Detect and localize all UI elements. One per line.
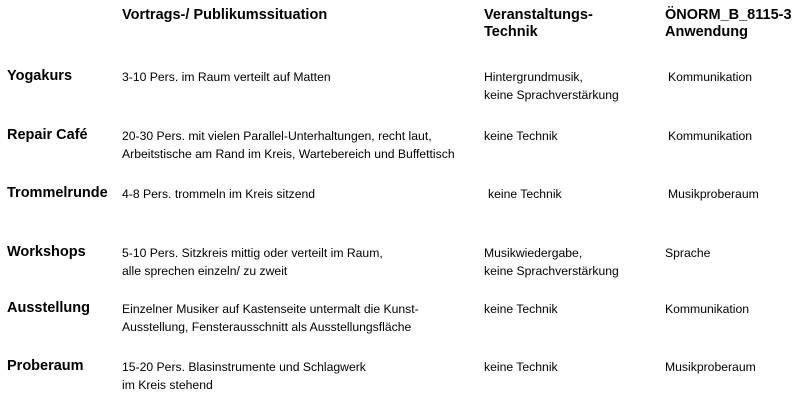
row-norm-proberaum: Musikproberaum xyxy=(665,360,756,374)
technik-line: keine Technik xyxy=(484,302,558,316)
technik-line: keine Technik xyxy=(484,129,558,143)
technik-line: keine Technik xyxy=(484,360,558,374)
header-norm xyxy=(665,7,792,41)
row-situation-proberaum xyxy=(122,358,366,394)
row-technik-proberaum xyxy=(484,358,558,376)
row-situation-ausstellung xyxy=(122,300,419,336)
situation-line: Arbeitstische am Rand im Kreis, Wartebereich und Buffettisch xyxy=(122,147,455,161)
row-label-proberaum: Proberaum xyxy=(7,358,84,374)
situation-line: Einzelner Musiker auf Kastenseite untermalt die Kunst- xyxy=(122,302,419,316)
technik-line: Hintergrundmusik, xyxy=(484,70,583,84)
row-norm-yogakurs: Kommunikation xyxy=(668,70,752,84)
row-norm-trommelrunde: Musikproberaum xyxy=(668,187,759,201)
technik-line: keine Technik xyxy=(488,187,562,201)
header-norm-line-2: Anwendung xyxy=(665,24,748,40)
row-situation-yogakurs xyxy=(122,68,331,86)
situation-line: 20-30 Pers. mit vielen Parallel-Unterhaltungen, recht laut, xyxy=(122,129,432,143)
row-technik-repair-cafe xyxy=(484,127,558,145)
row-label-repair-cafe: Repair Café xyxy=(7,127,88,143)
technik-line: Musikwiedergabe, xyxy=(484,246,583,260)
header-norm-line-1: ÖNORM_B_8115-3 xyxy=(665,7,792,23)
row-label-yogakurs: Yogakurs xyxy=(7,68,73,84)
header-technik xyxy=(484,7,593,41)
technik-line: keine Sprachverstärkung xyxy=(484,88,619,102)
row-label-workshops: Workshops xyxy=(7,244,86,260)
row-technik-workshops xyxy=(484,244,619,280)
situation-line: 4-8 Pers. trommeln im Kreis sitzend xyxy=(122,187,316,201)
row-norm-ausstellung: Kommunikation xyxy=(665,302,749,316)
situation-line: Ausstellung, Fensterausschnitt als Ausstellungsfläche xyxy=(122,320,412,334)
row-situation-repair-cafe xyxy=(122,127,455,163)
row-label-trommelrunde: Trommelrunde xyxy=(7,185,108,201)
row-technik-yogakurs xyxy=(484,68,619,104)
situation-line: im Kreis stehend xyxy=(122,378,213,392)
situation-line: 15-20 Pers. Blasinstrumente und Schlagwerk xyxy=(122,360,366,374)
row-situation-trommelrunde xyxy=(122,185,315,203)
situation-line: 3-10 Pers. im Raum verteilt auf Matten xyxy=(122,70,331,84)
row-norm-workshops: Sprache xyxy=(665,246,711,260)
row-label-ausstellung: Ausstellung xyxy=(7,300,90,316)
header-technik-line-2: Technik xyxy=(484,24,538,40)
row-norm-repair-cafe: Kommunikation xyxy=(668,129,752,143)
row-technik-ausstellung xyxy=(484,300,558,318)
header-situation: Vortrags-/ Publikumssituation xyxy=(122,7,328,23)
header-technik-line-1: Veranstaltungs- xyxy=(484,7,593,23)
situation-line: 5-10 Pers. Sitzkreis mittig oder verteilt im Raum, xyxy=(122,246,383,260)
situation-line: alle sprechen einzeln/ zu zweit xyxy=(122,264,288,278)
technik-line: keine Sprachverstärkung xyxy=(484,264,619,278)
row-technik-trommelrunde xyxy=(488,185,562,203)
row-situation-workshops xyxy=(122,244,383,280)
